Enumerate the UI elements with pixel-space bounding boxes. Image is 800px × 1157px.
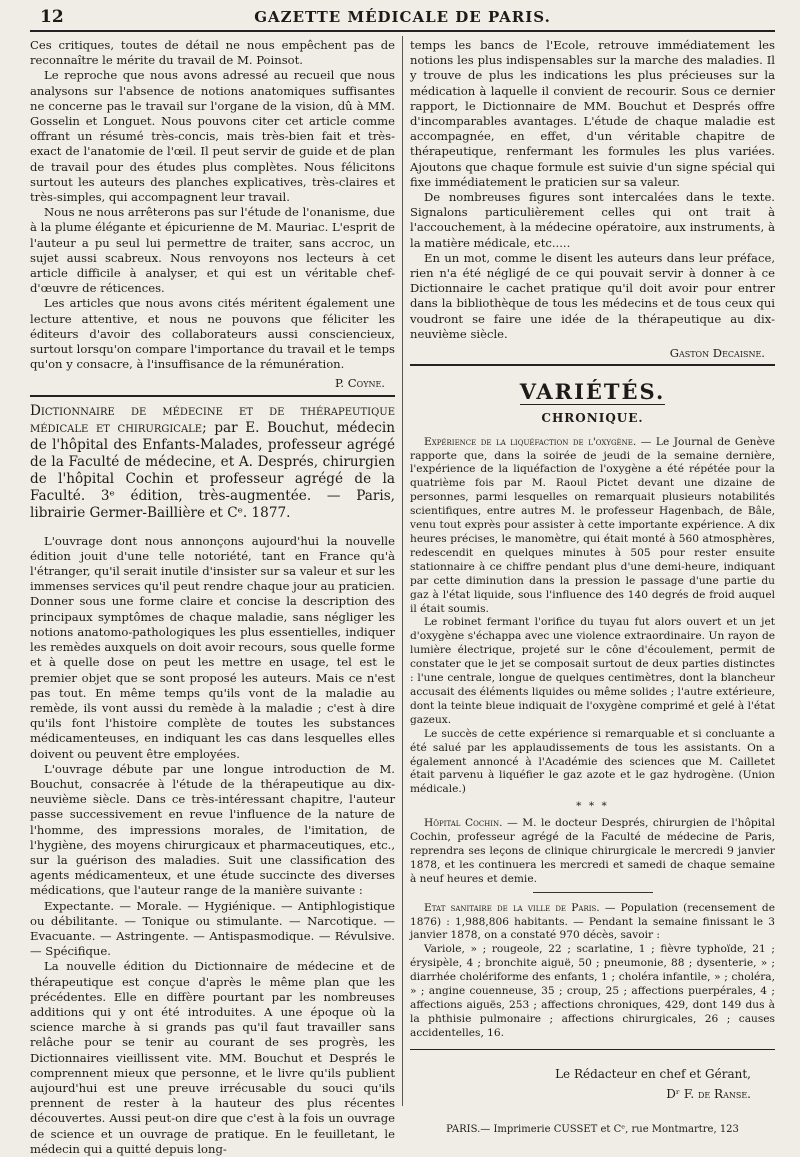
paragraph: L'ouvrage débute par une longue introduction de M. Bouchut, consacrée à l'étude de la thérapeutique au dix-neuvième siècle. Dans ce très-intéressant chapitre, l'auteur passe successivement en revue l'influence de la nature de l'homme, des impressions morales, de l'imitation, de l'hygiène, des moyens chirurgicaux et pharmaceutiques, etc., sur la guérison des maladies. Suit une classification des agents médicamenteux, et une étude succincte des diverses médications, que l'auteur range de la manière suivante : <box>30 761 395 898</box>
mortality-list: Variole, » ; rougeole, 22 ; scarlatine, 1 ; fièvre typhoïde, 21 ; érysipèle, 4 ; bronchite aiguë, 50 ; pneumonie, 88 ; dysenterie, » ; diarrhée cholériforme des enfants, 1 ; choléra infantile, » ; choléra, » ; angine couenneuse, 35 ; croup, 25 ; affections puerpérales, 4 ; affections aiguës, 253 ; affections chroniques, 429, dont 149 dus à la phthisie pulmonaire ; affections chirurgicales, 26 ; causes accidentelles, 16. <box>410 943 775 1039</box>
paragraph: Le succès de cette expérience si remarquable et si concluante a été salué par les applaudissements de tous les assistants. On a également annoncé à l'Académie des sciences que M. Cailletet était parvenu à liquéfier le gaz azote et le gaz hydrogène. (Union médicale.) <box>410 727 775 796</box>
right-column <box>410 38 775 1137</box>
cochin-notice: Hôpital Cochin. — M. le docteur Després, chirurgien de l'hôpital Cochin, professeur agrégé de la Faculté de médecine de Paris, reprendra ses leçons de clinique chirurgicale le mercredi 9 janvier 1878, et les continuera les mercredi et samedi de chaque semaine à neuf heures et demie. <box>410 817 775 885</box>
paragraph: Nous ne nous arrêterons pas sur l'étude de l'onanisme, due à la plume élégante et épicurienne de M. Mauriac. L'esprit de l'auteur a pu seul lui permettre de traiter, sans accroc, un sujet aussi scabreux. Nous renvoyons nos lecteurs à cet article difficile à analyser, et qui est un véritable chef-d'œuvre de réticences. <box>30 205 395 296</box>
page-number: 12 <box>40 7 64 27</box>
printer-imprint: PARIS.— Imprimerie CUSSET et Cᵉ, rue Montmartre, 123 <box>446 1123 739 1135</box>
book-details: ; par E. Bouchut, médecin de l'hôpital des Enfants-Malades, professeur agrégé de la Faculté de médecine, et A. Després, chirurgien de l'hôpital Cochin et professeur agrégé de la Faculté. 3ᵉ édition, très-augmentée. — Paris, librairie Germer-Baillière et Cᵉ. 1877. <box>30 419 395 521</box>
paragraph: En un mot, comme le disent les auteurs dans leur préface, rien n'a été négligé de ce qui pouvait servir à donner à ce Dictionnaire le cachet pratique qu'il doit avoir pour entrer dans la bibliothèque de tous les médecins et de tous ceux qui voudront se faire une idée de la thérapeutique au dix-neuvième siècle. <box>410 250 775 341</box>
paragraph: Les articles que nous avons cités méritent également une lecture attentive, et nous ne pouvons que féliciter les éditeurs d'avoir des collaborateurs aussi consciencieux, surtout lorsqu'on compare l'importance du travail et le temps qu'on y consacre, à l'insuffisance de la rémunération. <box>30 296 395 372</box>
short-rule <box>533 892 653 893</box>
paragraph: De nombreuses figures sont intercalées dans le texte. Signalons particulièrement celles qui ont trait à l'accouchement, à la médecine opératoire, aux instruments, à la matière médicale, etc..... <box>410 190 775 250</box>
section-heading-varietes: VARIÉTÉS. <box>519 379 666 405</box>
paragraph: Le robinet fermant l'orifice du tuyau fut alors ouvert et un jet d'oxygène s'échappa avec une violence extraordinaire. Un rayon de lumière électrique, projeté sur le cône d'écoulement, permit de constater que le jet se composait surtout de deux parties distinctes : l'une centrale, longue de quelques centimètres, dont la blancheur accusait des éléments liquides ou même solides ; l'autre extérieure, dont la teinte bleue indiquait de l'oxygène comprimé et gelé à l'état gazeux. <box>410 616 775 726</box>
health-report: Etat sanitaire de la ville de Paris. — Population (recensement de 1876) : 1,988,806 habitants. — Pendant la semaine finissant le 3 janvier 1878, on a constaté 970 décès, savoir : <box>410 901 775 942</box>
article-heading: Hôpital Cochin. <box>424 817 503 830</box>
page-header <box>30 4 775 32</box>
editor-signature: Le Rédacteur en chef et Gérant, Dʳ F. de Ranse. <box>555 1066 751 1101</box>
column-divider <box>402 36 403 1106</box>
running-title: GAZETTE MÉDICALE DE PARIS. <box>254 8 551 26</box>
paragraph: La nouvelle édition du Dictionnaire de médecine et de thérapeutique est conçue d'après le même plan que les précédentes. Elle en diffère pourtant par les nombreuses additions qui y ont été introduites. A une époque où la science marche à si grands pas qu'il faut travailler sans relâche pour se tenir au courant de ses progrès, les Dictionnaires vieillissent vite. MM. Bouchut et Després le comprennent mieux que personne, et le livre qu'ils publient aujourd'hui est une preuve irrécusable du souci qu'ils prennent de rester à la hauteur des plus récentes découvertes. Aussi peut-on dire que c'est à la fois un ouvrage de science et un ouvrage de pratique. En le feuilletant, le médecin qui a quitté depuis long- <box>30 959 395 1156</box>
author-signature: P. Coyne. <box>334 376 385 391</box>
section-rule <box>410 364 775 366</box>
paragraph: temps les bancs de l'Ecole, retrouve immédiatement les notions les plus indispensables sur la marche des maladies. Il y trouve de plus les indications les plus précieuses sur la médication à laquelle il convient de recourir. Sous ce dernier rapport, le Dictionnaire de MM. Bouchut et Després offre d'incomparables avantages. L'étude de chaque maladie est accompagnée, en effet, d'un véritable chapitre de thérapeutique, renfermant les formules les plus variées. Ajoutons que chaque formule est suivie d'un signe spécial qui fixe immédiatement le praticien sur sa valeur. <box>410 38 775 189</box>
subheading-chronique: CHRONIQUE. <box>541 411 644 426</box>
book-title: Dictionnaire de médecine et de thérapeutique médicale et chirurgicale <box>30 402 395 436</box>
section-rule <box>30 395 395 397</box>
paragraph: L'ouvrage dont nous annonçons aujourd'hui la nouvelle édition jouit d'une telle notoriété, tant en France qu'à l'étranger, qu'il serait inutile d'insister sur sa valeur et sur les immenses services qu'il peut rendre chaque jour au praticien. Donner sous une forme claire et concise la description des principaux symptômes de chaque maladie, sans négliger les notions anatomo-pathologiques les plus essentielles, indiquer les remèdes auxquels on doit avoir recours, sous quelle forme et à quelle dose on peut les mettre en usage, tel est le premier objet que se sont proposé les auteurs. Mais ce n'est pas tout. En même temps qu'ils vont de la maladie au remède, ils vont aussi du remède à la maladie ; c'est à dire qu'ils font l'histoire complète de toutes les substances médicamenteuses, en indiquant les cas dans lesquelles elles doivent ou peuvent être employées. <box>30 533 395 761</box>
book-reference <box>30 403 395 522</box>
oxygen-article: Expérience de la liquéfaction de l'oxygène. — Le Journal de Genève rapporte que, dans la soirée de jeudi de la semaine dernière, l'expérience de la liquéfaction de l'oxygène a été répétée pour la quatrième fois par M. Raoul Pictet devant une dizaine de personnes, parmi lesquelles on remarquait plusieurs notabilités scientifiques, entre autres M. le professeur Hagenbach, de Bâle, venu tout exprès pour assister à cette importante expérience. A dix heures précises, le manomètre, qui était monté à 560 atmosphères, redescendit en quelques minutes à 505 pour rester ensuite stationnaire à ce chiffre pendant plus d'une demi-heure, indiquant par cette diminution dans la pression le passage d'une partie du gaz à l'état liquide, sous l'influence des 140 degrés de froid auquel il était soumis. <box>410 435 775 615</box>
paragraph: Ces critiques, toutes de détail ne nous empêchent pas de reconnaître le mérite du travail de M. Poinsot. <box>30 38 395 68</box>
medication-classification: Expectante. — Morale. — Hygiénique. — Antiphlogistique ou débilitante. — Tonique ou stimulante. — Narcotique. — Evacuante. — Astringente. — Antispasmodique. — Révulsive. — Spécifique. <box>30 898 395 959</box>
asterism: * * * <box>576 800 609 813</box>
left-column <box>30 38 395 1157</box>
paragraph: Le reproche que nous avons adressé au recueil que nous analysons sur l'absence de notions anatomiques suffisantes ne concerne pas le travail sur l'organe de la vision, dû à MM. Gosselin et Longuet. Nous pouvons citer cet article comme offrant un résumé très-concis, mais très-bien fait et très-exact de l'anatomie de l'œil. Il peut servir de guide et de plan de travail pour des études plus complètes. Nous félicitons surtout les auteurs des planches explicatives, très-claires et très-simples, qui accompagnent leur travail. <box>30 68 395 205</box>
section-rule <box>410 1049 775 1050</box>
author-signature: Gaston Decaisne. <box>669 346 765 361</box>
article-heading: Etat sanitaire de la ville de Paris. <box>424 901 600 914</box>
article-heading: Expérience de la liquéfaction de l'oxygène. <box>424 435 637 448</box>
